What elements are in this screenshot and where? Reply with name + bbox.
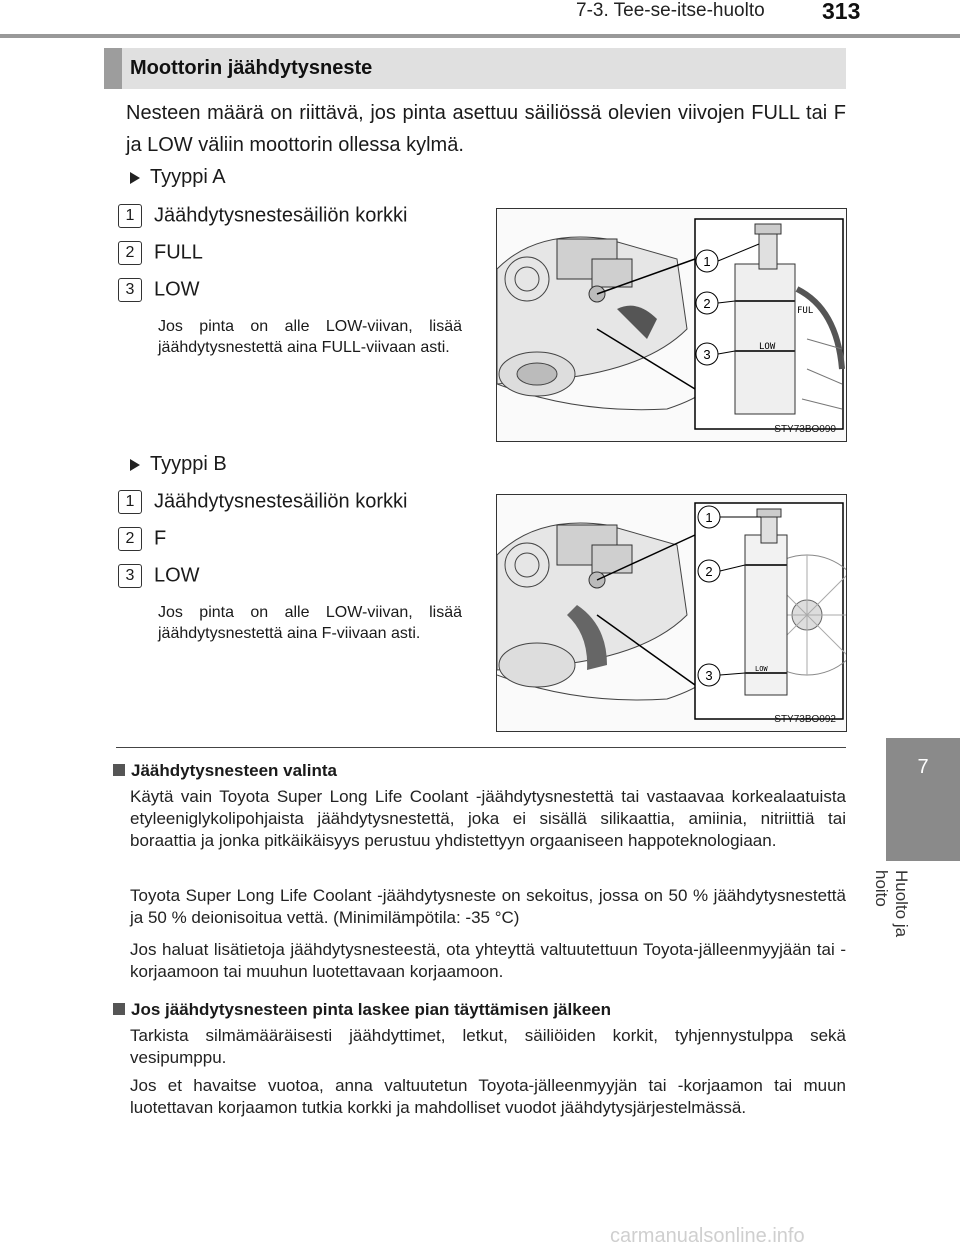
section-title: Moottorin jäähdytysneste <box>130 57 373 79</box>
callout-3: 3 <box>703 347 711 362</box>
full-mark-text: FUL <box>797 306 814 316</box>
type-b-heading <box>130 453 227 476</box>
type-a-item-3 <box>118 278 200 302</box>
type-b-item-3 <box>118 564 200 588</box>
section-1-title: Jäähdytysnesteen valinta <box>131 761 337 780</box>
item-number: 1 <box>118 204 142 228</box>
section-2-para-2: Jos et havaitse vuotoa, anna valtuutetun Toyota-jälleenmyyjän tai -korjaamon tai muun luotettavan korjaamon tutkia korkki ja mahdolliset vuodot jäähdytysjärjestelmässä. <box>130 1076 846 1117</box>
chapter-label: Huolto ja hoito <box>872 870 911 938</box>
type-b-figure <box>496 494 847 732</box>
figure-code: STY73BO090 <box>774 424 836 435</box>
item-text: LOW <box>154 278 200 301</box>
type-a-figure <box>496 208 847 442</box>
square-bullet-icon <box>113 1003 125 1015</box>
type-b-label: Tyyppi B <box>150 453 227 475</box>
callout-3: 3 <box>705 668 713 683</box>
section-1-para-3: Jos haluat lisätietoja jäähdytysnesteestä, ota yhteyttä valtuutettuun Toyota-jälleenmyyjään tai -korjaamoon tai muuhun luotettavaan korjaamoon. <box>130 940 846 981</box>
type-a-item-1 <box>118 204 407 228</box>
type-a-note: Jos pinta on alle LOW-viivan, lisää jäähdytysnestettä aina FULL-viivaan asti. <box>158 318 462 356</box>
type-b-note: Jos pinta on alle LOW-viivan, lisää jäähdytysnestettä aina F-viivaan asti. <box>158 604 462 642</box>
section-title-bar <box>104 48 122 89</box>
figure-code: STY73BO092 <box>774 714 836 725</box>
engine-bay-illustration <box>497 495 846 731</box>
type-a-label: Tyyppi A <box>150 166 226 188</box>
item-number: 2 <box>118 241 142 265</box>
item-text: LOW <box>154 564 200 587</box>
low-mark-text: LOW <box>759 342 776 352</box>
section-2-para-1: Tarkista silmämääräisesti jäähdyttimet, letkut, säiliöiden korkit, tyhjennystulppa sekä vesipumppu. <box>130 1026 846 1067</box>
header-section: 7-3. Tee-se-itse-huolto <box>576 0 765 21</box>
arrow-icon <box>130 459 140 471</box>
type-a-heading <box>130 166 226 189</box>
section-2-heading <box>113 1000 611 1020</box>
arrow-icon <box>130 172 140 184</box>
item-number: 3 <box>118 278 142 302</box>
type-b-item-1 <box>118 490 407 514</box>
header-rule <box>0 34 960 38</box>
watermark: carmanualsonline.info <box>610 1225 805 1247</box>
item-text: Jäähdytysnestesäiliön korkki <box>154 490 408 513</box>
low-mark-text: LOW <box>755 665 768 673</box>
callout-1: 1 <box>705 510 713 525</box>
square-bullet-icon <box>113 764 125 776</box>
intro-paragraph: Nesteen määrä on riittävä, jos pinta asettuu säiliössä olevien viivojen FULL tai F ja LOW väliin moottorin ollessa kylmä. <box>126 102 846 156</box>
callout-1: 1 <box>703 254 711 269</box>
type-b-item-2 <box>118 527 166 551</box>
callout-2: 2 <box>703 296 711 311</box>
section-1-para-2: Toyota Super Long Life Coolant -jäähdytysneste on sekoitus, jossa on 50 % jäähdytysnestettä ja 50 % deionisoitua vettä. (Minimilämpötila: -35 °C) <box>130 886 846 927</box>
item-text: FULL <box>154 241 203 264</box>
item-number: 3 <box>118 564 142 588</box>
section-divider <box>116 747 846 748</box>
item-number: 2 <box>118 527 142 551</box>
type-a-item-2 <box>118 241 203 265</box>
section-2-title: Jos jäähdytysnesteen pinta laskee pian täyttämisen jälkeen <box>131 1000 611 1019</box>
chapter-number: 7 <box>917 756 929 778</box>
callout-2: 2 <box>705 564 713 579</box>
section-1-para-1: Käytä vain Toyota Super Long Life Coolant -jäähdytysnestettä tai vastaavaa korkealaatuista etyleeniglykolipohjaista jäähdytysnestettä, joka ei sisällä silikaattia, amiinia, nitriittiä tai boraattia ja jonka pitkäikäisyys perustuu yhdistettyyn orgaaniseen happoteknologiaan. <box>130 787 846 850</box>
item-number: 1 <box>118 490 142 514</box>
item-text: F <box>154 527 167 550</box>
page-number: 313 <box>822 0 861 24</box>
engine-bay-illustration <box>497 209 846 441</box>
section-1-heading <box>113 761 337 781</box>
item-text: Jäähdytysnestesäiliön korkki <box>154 204 408 227</box>
